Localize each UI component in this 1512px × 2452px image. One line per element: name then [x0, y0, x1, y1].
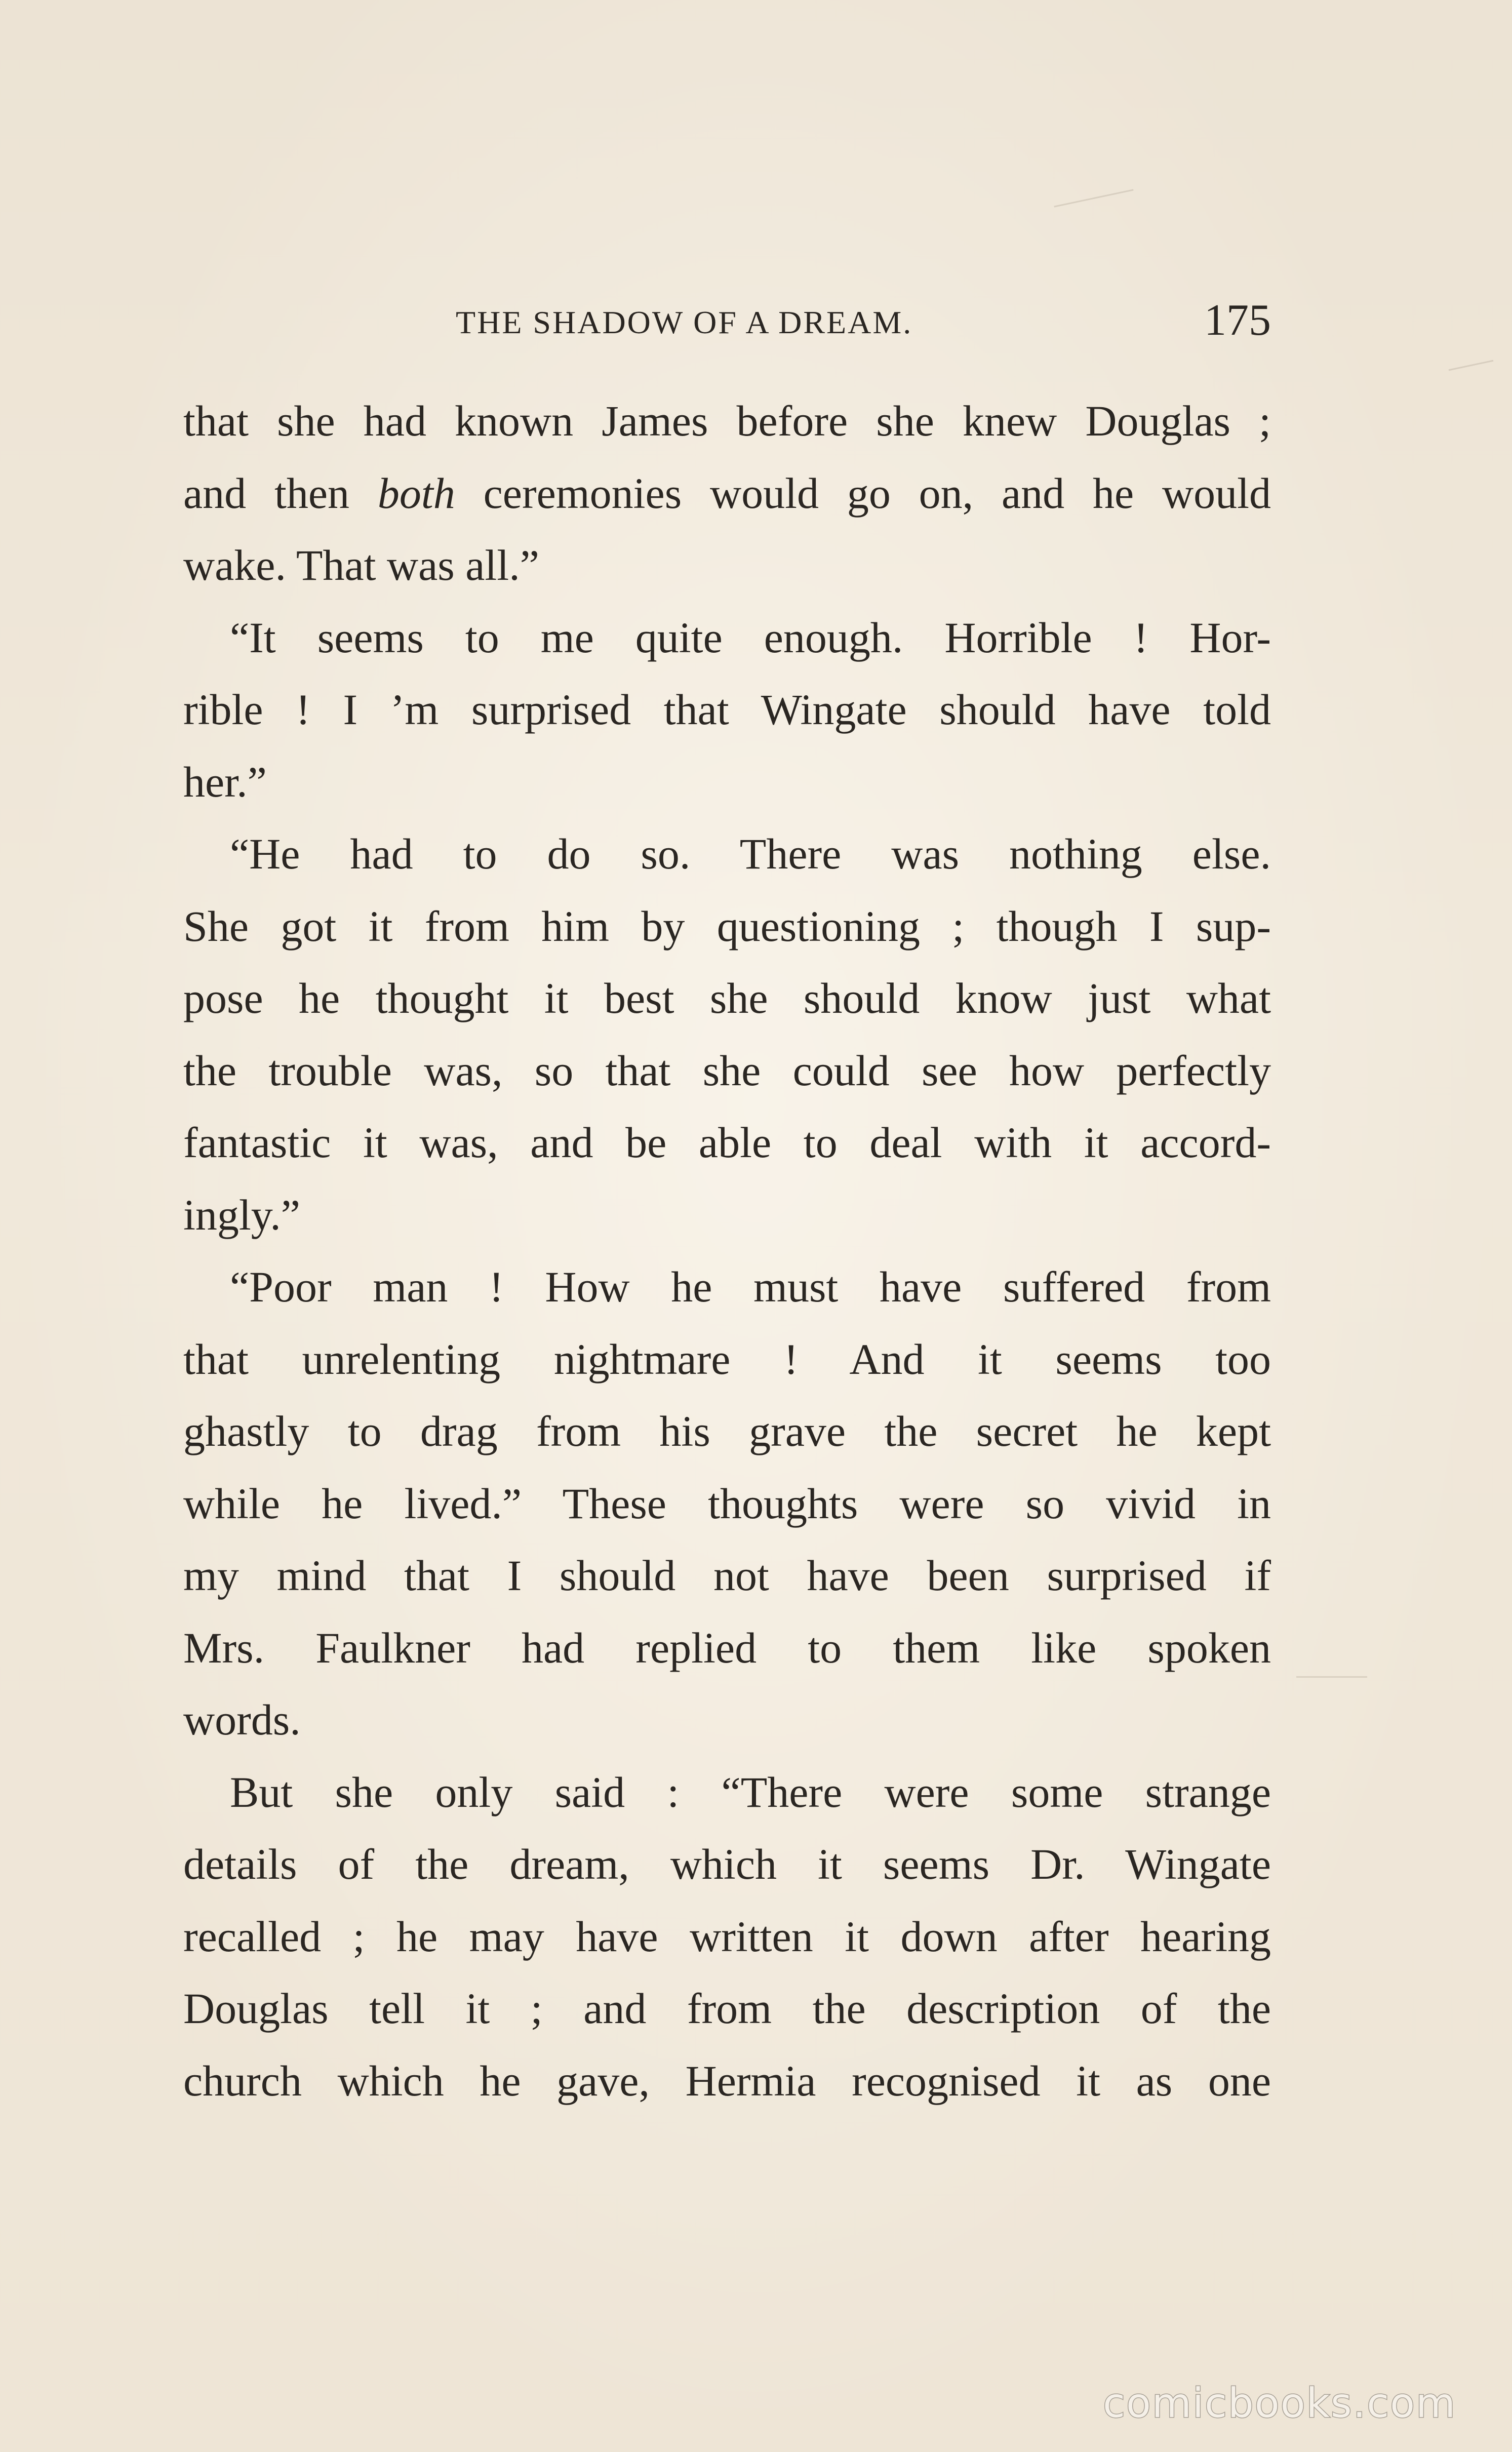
text-line: “He had to do so. There was nothing else.: [230, 829, 1271, 878]
text-line: church which he gave, Hermia recognised it as one: [183, 2056, 1271, 2105]
paper-scuff: [1449, 360, 1494, 371]
text-line: that unrelenting nightmare ! And it seems too: [183, 1334, 1271, 1383]
text-line: ingly.”: [183, 1190, 300, 1239]
text-line: Douglas tell it ; and from the description of the: [183, 1984, 1271, 2033]
paper-scuff: [1296, 1676, 1367, 1678]
text-line: pose he thought it best she should know just what: [183, 974, 1271, 1022]
text-line: fantastic it was, and be able to deal with it accord-: [183, 1118, 1271, 1167]
running-title: THE SHADOW OF A DREAM.: [456, 304, 913, 340]
text-line: She got it from him by questioning ; though I sup-: [183, 901, 1271, 951]
text-line: “It seems to me quite enough. Horrible ! Hor-: [230, 613, 1271, 662]
text-line: words.: [183, 1695, 301, 1744]
text-line: the trouble was, so that she could see how perfectly: [183, 1046, 1271, 1095]
page-number: 175: [1204, 296, 1271, 345]
body-text: [183, 385, 1271, 2117]
watermark-logo: comicbooks.com: [1102, 2380, 1456, 2427]
text-line: details of the dream, which it seems Dr. Wingate: [183, 1840, 1271, 1888]
text-line: wake. That was all.”: [183, 541, 539, 589]
text-line: and then both ceremonies would go on, and he would: [183, 468, 1271, 518]
text-line: “Poor man ! How he must have suffered from: [230, 1262, 1271, 1311]
text-line: recalled ; he may have written it down after hearing: [183, 1912, 1271, 1961]
text-line: while he lived.” These thoughts were so vivid in: [183, 1479, 1271, 1528]
running-head: [182, 295, 1271, 355]
text-line: ghastly to drag from his grave the secret he kept: [183, 1407, 1271, 1455]
text-line: rible ! I ’m surprised that Wingate should have told: [183, 685, 1271, 734]
text-line: that she had known James before she knew Douglas ;: [183, 397, 1271, 445]
text-line: Mrs. Faulkner had replied to them like spoken: [183, 1623, 1271, 1672]
text-line: my mind that I should not have been surprised if: [183, 1551, 1271, 1600]
paper-scuff: [1054, 189, 1133, 207]
text-line: But she only said : “There were some strange: [230, 1767, 1271, 1816]
text-line: her.”: [183, 757, 267, 806]
italic-emphasis: both: [377, 468, 455, 518]
